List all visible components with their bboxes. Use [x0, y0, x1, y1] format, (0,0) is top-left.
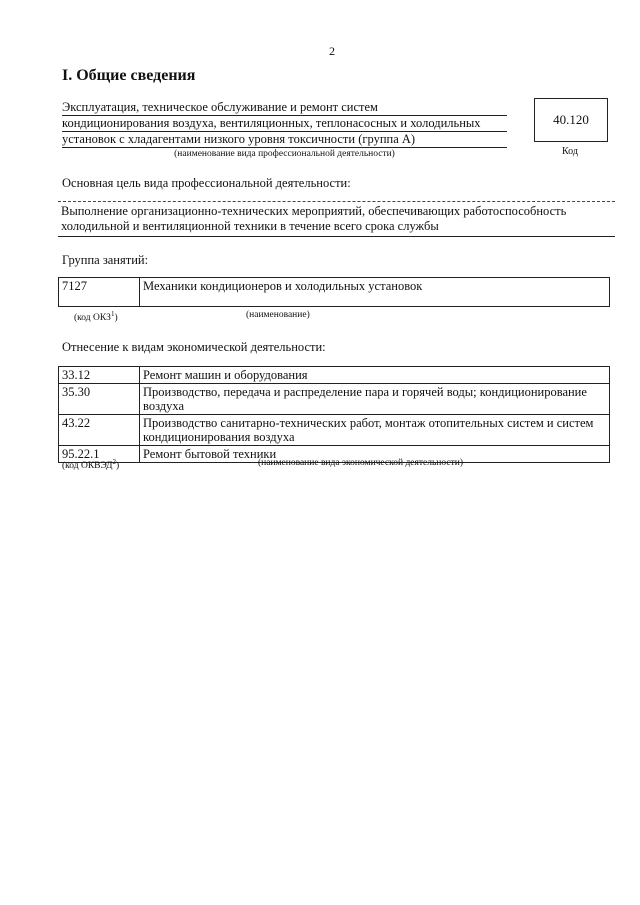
economic-activities-label: Отнесение к видам экономической деятельности:	[62, 340, 326, 354]
okz-code-cell: 7127	[59, 278, 140, 307]
activity-code-box: 40.120	[534, 98, 608, 142]
okved-code-cell: 35.30	[59, 384, 140, 415]
section-title: I. Общие сведения	[62, 67, 196, 84]
okved-name-cell: Ремонт машин и оборудования	[140, 367, 610, 384]
activity-line-1: Эксплуатация, техническое обслуживание и ремонт систем	[62, 100, 507, 116]
okved-name-cell: Производство санитарно-технических работ, монтаж отопительных систем и систем кондиционирования воздуха	[140, 415, 610, 446]
occupation-group-label: Группа занятий:	[62, 253, 149, 267]
economic-activities-table	[58, 366, 610, 463]
okved-code-cell: 33.12	[59, 367, 140, 384]
activity-caption: (наименование вида профессиональной деятельности)	[174, 149, 395, 159]
purpose-text: Выполнение организационно-технических мероприятий, обеспечивающих работоспособность холодильной и вентиляционной техники в течение всего срока службы	[58, 201, 615, 237]
okved-code-cell: 95.22.1	[59, 446, 140, 463]
table-row	[59, 278, 610, 307]
table-row	[59, 415, 610, 446]
activity-code-label: Код	[562, 146, 578, 157]
activity-name	[62, 100, 512, 148]
activity-line-3: установок с хладагентами низкого уровня токсичности (группа А)	[62, 132, 507, 148]
okved-code-cell: 43.22	[59, 415, 140, 446]
okved-name-cell: Производство, передача и распределение пара и горячей воды; кондиционирование воздуха	[140, 384, 610, 415]
occupation-group-table	[58, 277, 610, 307]
okz-code-caption: (код ОКЗ$^1$)	[74, 310, 118, 324]
okved-code-caption: (код ОКВЭД$^2$)	[62, 458, 120, 472]
okved-name-caption: (наименование вида экономической деятельности)	[258, 458, 463, 468]
table-row	[59, 367, 610, 384]
okz-name-cell: Механики кондиционеров и холодильных установок	[140, 278, 610, 307]
okz-name-caption: (наименование)	[246, 310, 310, 320]
purpose-label: Основная цель вида профессиональной деятельности:	[62, 176, 351, 190]
okved-name-cell: Ремонт бытовой техники	[140, 446, 610, 463]
page-number: 2	[329, 44, 335, 58]
activity-line-2: кондиционирования воздуха, вентиляционных, теплонасосных и холодильных	[62, 116, 507, 132]
table-row	[59, 384, 610, 415]
